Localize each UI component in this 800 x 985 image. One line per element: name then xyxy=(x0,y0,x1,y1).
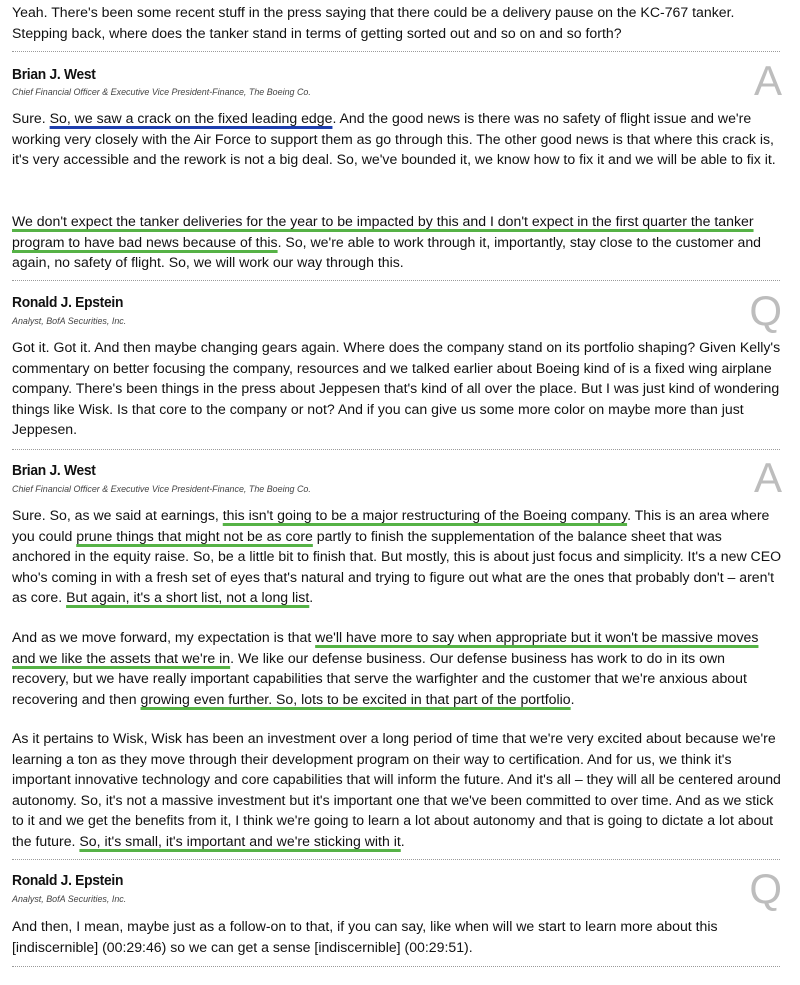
highlight-blue: So, we saw a crack on the fixed leading edge xyxy=(49,110,333,126)
highlight-green: We don't expect the tanker deliveries for the year to be impacted by this and I don't expect in the first quarter the tanker program to have bad news because of this xyxy=(12,213,754,250)
text-run: As it pertains to Wisk, Wisk has been an investment over a long period of time that we're very excited about because we're learning a ton as they move through their development program on their way to certification. And for us, we think it's important innovative technology and core capabilities that will inform the future. And it's all – they will all be centered around autonomy. So, it's not a massive investment but it's important one that we've been committed to over time. And as we stick to it and we get the benefits from it, I think we're going to learn a lot about autonomy and that is going to dictate a lot about the future. xyxy=(12,730,781,849)
separator xyxy=(12,51,780,52)
question-paragraph: Got it. Got it. And then maybe changing gears again. Where does the company stand on its portfolio shaping? Given Kelly's commentary on better focusing the company, resources and we talked earlier about Boeing kind of is a fixed wing airplane company. There's been things in the press about Jeppesen that's kind of all over the place. But I was just kind of wondering things like Wisk. Is that core to the company or not? And if you can give us some more color on maybe more than just Jeppesen. xyxy=(12,339,781,438)
answer-marker: A xyxy=(753,454,782,501)
text-run: Sure. xyxy=(12,110,50,126)
question-intro-text: Yeah. There's been some recent stuff in the press saying that there could be a delivery pause on the KC-767 tanker. Stepping back, where does the tanker stand in terms of getting sorted out and so on and so forth? xyxy=(12,4,735,41)
answer-paragraph xyxy=(12,108,782,170)
speaker-title: Chief Financial Officer & Executive Vice President-Finance, The Boeing Co. xyxy=(12,87,311,98)
text-run: . xyxy=(570,690,575,707)
highlight-green: growing even further. So, lots to be excited in that part of the portfolio xyxy=(140,690,571,707)
speaker-name: Ronald J. Epstein xyxy=(12,294,124,311)
text-run: Sure. So, as we said at earnings, xyxy=(12,507,223,523)
highlight-green: this isn't going to be a major restructuring of the Boeing company xyxy=(222,507,628,523)
speaker-title: Analyst, BofA Securities, Inc. xyxy=(12,894,127,905)
question-marker: Q xyxy=(749,865,782,912)
highlight-green: But again, it's a short list, not a long list xyxy=(66,589,310,606)
text-run: . xyxy=(400,832,405,849)
separator xyxy=(12,280,780,281)
text-run: And as we move forward, my expectation is that xyxy=(12,629,316,645)
speaker-name: Brian J. West xyxy=(12,462,96,479)
highlight-green: we'll have more to say when appropriate but it won't be massive moves and we like the assets that we're in xyxy=(12,629,759,666)
speaker-name: Brian J. West xyxy=(12,66,96,83)
answer-marker: A xyxy=(753,57,782,104)
text-run: . This is an area where you could xyxy=(12,507,770,544)
separator xyxy=(12,449,780,450)
question-paragraph: And then, I mean, maybe just as a follow-on to that, if you can say, like when will we start to learn more about this [indiscernible] (00:29:46) so we can get a sense [indiscernible] (00:29:51). xyxy=(12,918,718,955)
highlight-green: prune things that might not be as core xyxy=(76,527,313,544)
highlight-green: So, it's small, it's important and we're sticking with it xyxy=(79,832,401,849)
speaker-title: Analyst, BofA Securities, Inc. xyxy=(12,316,127,327)
separator xyxy=(12,859,780,860)
separator xyxy=(12,966,780,967)
text-run: partly to finish the supplementation of the balance sheet that was anchored in the equity raise. So, be a little bit to finish that. But mostly, this is about just focus and simplicity. It's a new CEO who's coming in with a fresh set of eyes that's natural and trying to figure out what are the ones that probably don't – aren't as core. xyxy=(12,527,782,606)
text-run: . So, we're able to work through it, importantly, stay close to the customer and again, no safety of flight. So, we will work our way through this. xyxy=(12,233,762,271)
text-run: . xyxy=(309,589,314,606)
text-run: . And the good news is there was no safety of flight issue and we're working very closely with the Air Force to support them as go through this. The other good news is that where this crack is, it's very accessible and the rework is not a big deal. So, we've bounded it, we know how to fix it and we will be able to fix it. xyxy=(12,110,776,168)
text-run: . We like our defense business. Our defense business has work to do in its own recovery, but we have really important capabilities that serve the warfighter and the customer that we're anxious about recovering and then xyxy=(12,649,747,707)
speaker-name: Ronald J. Epstein xyxy=(12,872,124,889)
question-marker: Q xyxy=(749,287,782,334)
answer-paragraph xyxy=(12,505,782,608)
speaker-title: Chief Financial Officer & Executive Vice President-Finance, The Boeing Co. xyxy=(12,484,311,495)
answer-paragraph xyxy=(12,211,782,273)
answer-paragraph xyxy=(12,728,782,852)
answer-paragraph xyxy=(12,627,782,709)
